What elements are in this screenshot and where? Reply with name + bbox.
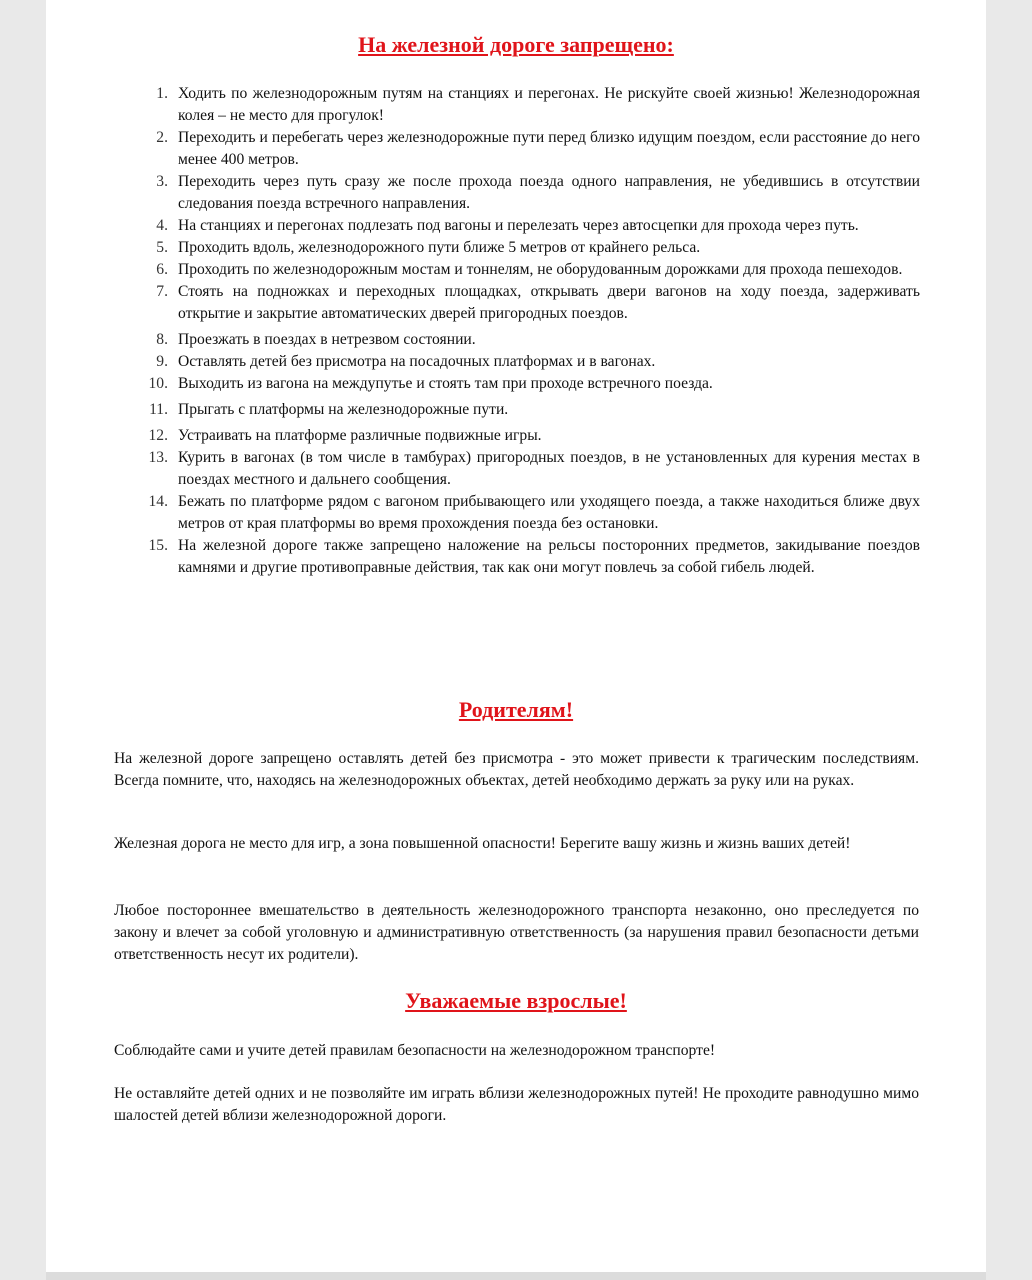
list-item	[142, 399, 920, 421]
item-number: 7.	[156, 283, 168, 300]
item-number: 9.	[156, 353, 168, 370]
page-bottom-edge	[46, 1272, 986, 1280]
list-item	[142, 237, 920, 259]
list-item	[142, 329, 920, 351]
heading-parents: Родителям!	[458, 697, 574, 722]
item-text: Бежать по платформе рядом с вагоном прибывающего или уходящего поезда, а также находиться ближе двух метров от края платформы во время прохождения поезда без остановки.	[178, 493, 920, 532]
item-number: 3.	[156, 173, 168, 190]
item-text: Проезжать в поездах в нетрезвом состоянии.	[178, 331, 476, 348]
item-text: Проходить по железнодорожным мостам и тоннелям, не оборудованным дорожками для прохода пешеходов.	[178, 261, 903, 278]
item-text: Проходить вдоль, железнодорожного пути ближе 5 метров от крайнего рельса.	[178, 239, 701, 256]
heading-adults: Уважаемые взрослые!	[405, 988, 627, 1013]
item-number: 15.	[148, 537, 168, 554]
parents-paragraph: Любое постороннее вмешательство в деятельность железнодорожного транспорта незаконно, оно преследуется по закону и влечет за собой уголовную и административную ответственность (за нарушения правил безопасности детьми ответственность несут их родители).	[114, 902, 919, 963]
list-item	[142, 281, 920, 325]
item-number: 2.	[156, 129, 168, 146]
item-number: 13.	[148, 449, 168, 466]
item-text: На станциях и перегонах подлезать под вагоны и перелезать через автосцепки для прохода через путь.	[178, 217, 859, 234]
item-number: 12.	[148, 427, 168, 444]
item-text: Оставлять детей без присмотра на посадочных платформах и в вагонах.	[178, 353, 656, 370]
item-text: Прыгать с платформы на железнодорожные пути.	[178, 401, 509, 418]
item-text: Ходить по железнодорожным путям на станциях и перегонах. Не рискуйте своей жизнью! Железнодорожная колея – не место для прогулок!	[178, 85, 920, 124]
list-item	[142, 171, 920, 215]
document-page	[46, 0, 986, 1272]
list-item	[142, 351, 920, 373]
list-item	[142, 83, 920, 127]
item-number: 4.	[156, 217, 168, 234]
parents-paragraph: На железной дороге запрещено оставлять детей без присмотра - это может привести к трагическим последствиям. Всегда помните, что, находясь на железнодорожных объектах, детей необходимо держать за руку или на руках.	[114, 750, 919, 789]
item-number: 11.	[149, 401, 168, 418]
list-item	[142, 535, 920, 579]
item-number: 5.	[156, 239, 168, 256]
item-number: 8.	[156, 331, 168, 348]
item-number: 10.	[148, 375, 168, 392]
list-item	[142, 259, 920, 281]
item-number: 1.	[156, 85, 168, 102]
list-item	[142, 491, 920, 535]
item-text: Выходить из вагона на междупутье и стоять там при проходе встречного поезда.	[178, 375, 713, 392]
adults-paragraph: Соблюдайте сами и учите детей правилам безопасности на железнодорожном транспорте!	[114, 1042, 716, 1059]
rules-list	[142, 83, 920, 579]
list-item	[142, 447, 920, 491]
list-item	[142, 215, 920, 237]
item-number: 6.	[156, 261, 168, 278]
item-text: Переходить и перебегать через железнодорожные пути перед близко идущим поездом, если расстояние до него менее 400 метров.	[178, 129, 920, 168]
adults-paragraph: Не оставляйте детей одних и не позволяйте им играть вблизи железнодорожных путей! Не проходите равнодушно мимо шалостей детей вблизи железнодорожной дороги.	[114, 1085, 919, 1124]
item-text: Устраивать на платформе различные подвижные игры.	[178, 427, 542, 444]
list-item	[142, 127, 920, 171]
item-number: 14.	[148, 493, 168, 510]
parents-paragraph: Железная дорога не место для игр, а зона повышенной опасности! Берегите вашу жизнь и жизнь ваших детей!	[114, 835, 851, 852]
item-text: Стоять на подножках и переходных площадках, открывать двери вагонов на ходу поезда, задерживать открытие и закрытие автоматических дверей пригородных поездов.	[178, 283, 920, 322]
list-item	[142, 425, 920, 447]
list-item	[142, 373, 920, 395]
item-text: Переходить через путь сразу же после прохода поезда одного направления, не убедившись в отсутствии следования поезда встречного направления.	[178, 173, 920, 212]
heading-forbidden: На железной дороге запрещено:	[358, 32, 674, 57]
item-text: На железной дороге также запрещено наложение на рельсы посторонних предметов, закидывание поездов камнями и другие противоправные действия, так как они могут повлечь за собой гибель людей.	[178, 537, 920, 576]
item-text: Курить в вагонах (в том числе в тамбурах) пригородных поездов, в не установленных для курения местах в поездах местного и дальнего сообщения.	[178, 449, 920, 488]
